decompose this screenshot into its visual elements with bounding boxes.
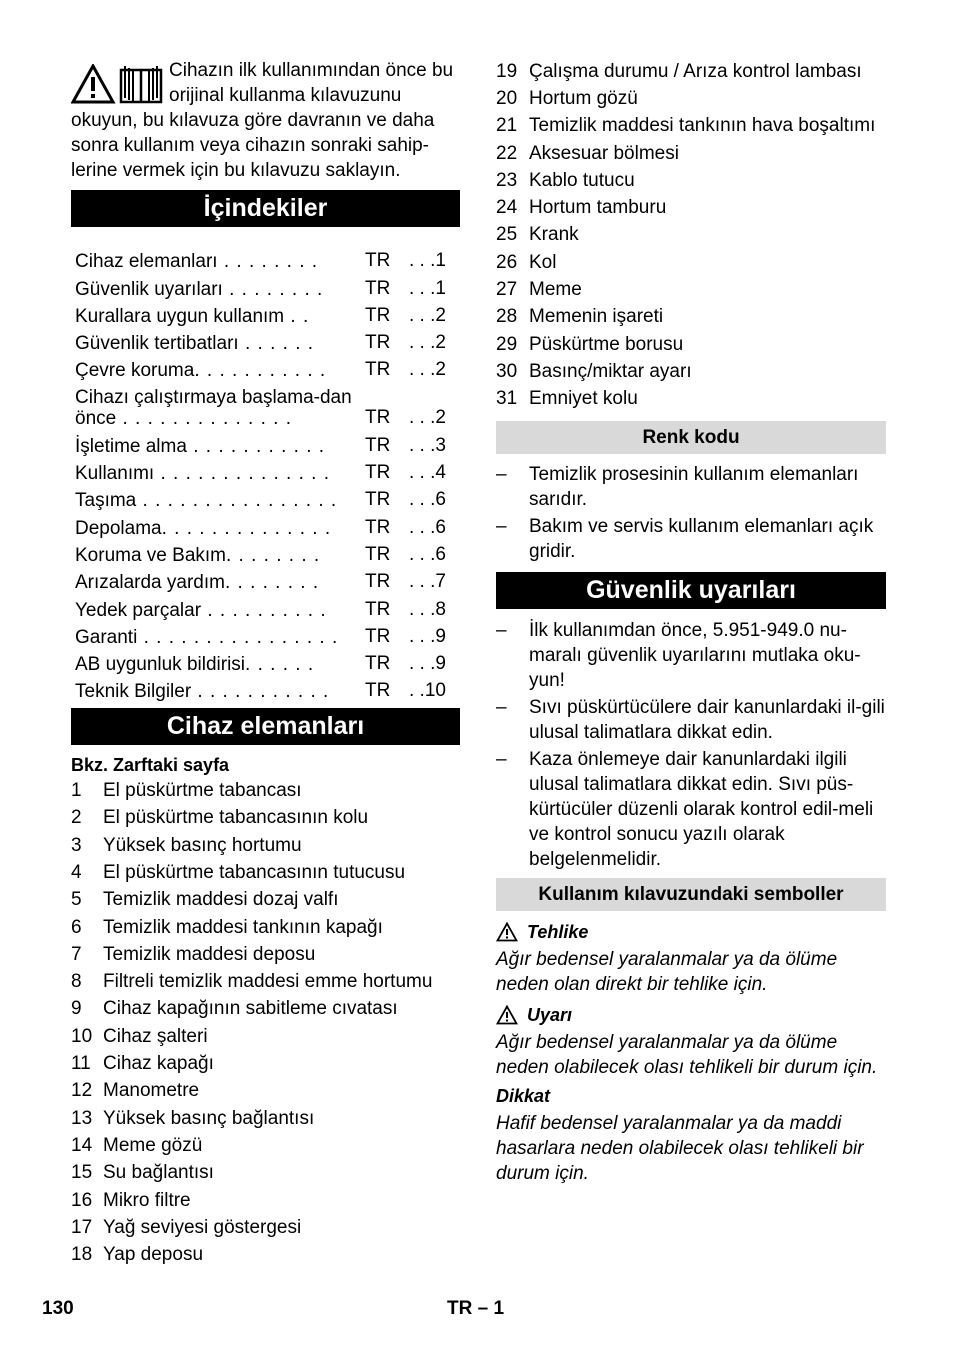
toc-page: . . .9 <box>409 625 446 647</box>
toc-dots: . . . . . . <box>245 654 315 676</box>
caution-text: Hafif bedensel yaralanmalar ya da maddi hasarlara neden olabilecek olası tehlikeli bir durum için. <box>496 1112 864 1184</box>
toc-dots: . . . . . . . . . . . . . . . . <box>137 626 339 648</box>
danger-title <box>496 919 886 945</box>
item-label: Emniyet kolu <box>529 388 638 410</box>
list-item <box>71 969 460 996</box>
toc-title-text: Güvenlik tertibatları <box>75 333 239 355</box>
toc-row <box>75 381 460 429</box>
elements-list-right <box>496 58 886 413</box>
toc-title <box>75 306 365 327</box>
toc-lang: TR <box>365 277 391 299</box>
item-label: Cihaz kapağı <box>103 1053 214 1075</box>
list-item <box>71 1187 460 1214</box>
toc-title <box>75 333 365 354</box>
toc-title-text: Arızalarda yardım <box>75 572 225 594</box>
list-item <box>71 859 460 886</box>
item-label: Basınç/miktar ayarı <box>529 360 692 382</box>
warning-title <box>496 1002 886 1028</box>
item-label: Cihaz şalteri <box>103 1025 208 1047</box>
toc-title-text: Depolama <box>75 517 162 539</box>
list-item <box>496 113 886 140</box>
toc-row <box>75 327 460 354</box>
toc-page: . . .2 <box>409 304 446 326</box>
list-item <box>496 358 886 385</box>
toc-dots: . . . . . . . . . . . . . . <box>116 408 293 430</box>
toc-page: . . .6 <box>409 489 446 511</box>
right-column <box>496 58 886 1186</box>
list-item <box>496 249 886 276</box>
list-item <box>71 832 460 859</box>
toc-dots: . . . . . . <box>238 333 315 355</box>
item-label: Temizlik maddesi deposu <box>103 943 316 965</box>
dash-bullet: – <box>496 463 507 485</box>
toc-lang: TR <box>365 516 391 538</box>
toc-lang: TR <box>365 304 391 326</box>
elements-heading: Cihaz elemanları <box>71 708 460 745</box>
toc-dots: . . . . . . . . . . . . . . . . <box>136 490 338 512</box>
item-number: 11 <box>71 1053 91 1075</box>
list-item <box>496 695 886 745</box>
toc-page: . . .1 <box>409 250 446 272</box>
toc-lang: TR <box>365 625 391 647</box>
item-text: Kaza önlemeye dair kanunlardaki ilgili ulusal talimatlara dikkat edin. Sıvı püs-kürtücüler düzenli olarak kontrol edil-meli ve kontrol sonucu yazılı olarak belgelenmelidir. <box>529 748 874 870</box>
item-number: 22 <box>496 142 518 164</box>
list-item <box>496 85 886 112</box>
list-item <box>496 304 886 331</box>
toc-title-text: Yedek parçalar <box>75 599 202 621</box>
item-label: Hortum gözü <box>529 87 638 109</box>
toc-title-text: Güvenlik uyarıları <box>75 278 223 300</box>
toc-row <box>75 539 460 566</box>
table-of-contents <box>75 245 460 702</box>
warning-manual-icon <box>71 64 165 108</box>
item-label: Yüksek basınç bağlantısı <box>103 1107 315 1129</box>
toc-page: . .10 <box>409 680 446 702</box>
elements-subheading: Bkz. Zarftaki sayfa <box>71 755 230 776</box>
item-label: Su bağlantısı <box>103 1162 214 1184</box>
toc-title <box>75 654 365 675</box>
toc-heading: İçindekiler <box>71 190 460 227</box>
toc-title <box>75 627 365 648</box>
item-number: 16 <box>71 1189 93 1211</box>
item-label: Filtreli temizlik maddesi emme hortumu <box>103 971 433 993</box>
list-item <box>71 1132 460 1159</box>
toc-row <box>75 593 460 620</box>
item-number: 5 <box>71 889 82 911</box>
item-text: İlk kullanımdan önce, 5.951-949.0 nu-maralı güvenlik uyarılarını mutlaka oku-yun! <box>529 619 861 691</box>
safety-heading: Güvenlik uyarıları <box>496 572 886 609</box>
item-label: Temizlik maddesi tankının kapağı <box>103 916 383 938</box>
item-number: 10 <box>71 1025 93 1047</box>
item-number: 8 <box>71 971 82 993</box>
toc-lang: TR <box>365 250 391 272</box>
toc-page: . . .2 <box>409 407 446 429</box>
list-item <box>71 777 460 804</box>
warning-triangle-icon <box>496 1005 518 1025</box>
toc-dots: . . . . . . . . . . . . . . <box>154 463 331 485</box>
list-item <box>71 1214 460 1241</box>
toc-title-text: Cihaz elemanları <box>75 251 218 273</box>
toc-row <box>75 272 460 299</box>
warning-triangle-icon <box>496 922 518 942</box>
list-item <box>496 386 886 413</box>
item-label: Cihaz kapağının sabitleme cıvatası <box>103 998 398 1020</box>
left-column <box>71 58 460 1269</box>
list-item <box>496 276 886 303</box>
toc-dots: . . . . . . . . <box>224 572 320 594</box>
toc-row <box>75 511 460 538</box>
toc-row <box>75 484 460 511</box>
item-number: 2 <box>71 807 82 829</box>
item-number: 19 <box>496 60 518 82</box>
toc-lang: TR <box>365 359 391 381</box>
toc-page: . . .1 <box>409 277 446 299</box>
toc-title <box>75 490 365 511</box>
list-item <box>71 1160 460 1187</box>
item-label: El püskürtme tabancasının tutucusu <box>103 861 406 883</box>
symbols-block <box>496 919 886 1186</box>
item-number: 17 <box>71 1216 93 1238</box>
item-number: 24 <box>496 197 518 219</box>
dash-bullet: – <box>496 619 507 641</box>
item-number: 3 <box>71 834 82 856</box>
toc-row <box>75 245 460 272</box>
item-label: Temizlik maddesi tankının hava boşaltımı <box>529 115 876 137</box>
item-number: 7 <box>71 943 82 965</box>
toc-dots: . . . . . . . . . . . <box>194 360 327 382</box>
toc-page: . . .2 <box>409 332 446 354</box>
toc-title-text: Çevre koruma <box>75 360 195 382</box>
list-item <box>496 618 886 693</box>
toc-title <box>75 545 365 566</box>
list-item <box>71 941 460 968</box>
item-number: 1 <box>71 780 82 802</box>
dash-bullet: – <box>496 748 507 770</box>
toc-title-text: Kullanımı <box>75 463 155 485</box>
item-number: 23 <box>496 169 518 191</box>
toc-row <box>75 566 460 593</box>
toc-dots: . . <box>284 305 310 327</box>
toc-lang: TR <box>365 653 391 675</box>
item-label: Manometre <box>103 1080 200 1102</box>
item-number: 6 <box>71 916 82 938</box>
item-text: Temizlik prosesinin kullanım elemanları sarıdır. <box>529 463 859 510</box>
item-number: 12 <box>71 1080 93 1102</box>
toc-row <box>75 429 460 456</box>
item-label: El püskürtme tabancasının kolu <box>103 807 369 829</box>
toc-page: . . .2 <box>409 359 446 381</box>
item-text: Sıvı püskürtücülere dair kanunlardaki il-gili ulusal talimatlara dikkat edin. <box>529 696 885 743</box>
item-number: 28 <box>496 306 518 328</box>
toc-page: . . .3 <box>409 434 446 456</box>
toc-page: . . .9 <box>409 653 446 675</box>
list-item <box>71 1078 460 1105</box>
item-number: 20 <box>496 87 518 109</box>
item-label: El püskürtme tabancası <box>103 780 302 802</box>
toc-page: . . .6 <box>409 516 446 538</box>
toc-title <box>75 251 365 272</box>
list-item <box>496 747 886 872</box>
item-number: 25 <box>496 224 518 246</box>
list-item <box>496 58 886 85</box>
list-item <box>496 331 886 358</box>
list-item <box>71 1242 460 1269</box>
item-label: Yüksek basınç hortumu <box>103 834 302 856</box>
toc-title-text: İşletime alma <box>75 435 187 457</box>
toc-title-text: Teknik Bilgiler <box>75 681 192 703</box>
item-number: 26 <box>496 251 518 273</box>
item-number: 30 <box>496 360 518 382</box>
footer-lang-page: TR – 1 <box>447 1298 505 1319</box>
item-label: Yağ seviyesi göstergesi <box>103 1216 302 1238</box>
elements-list-left <box>71 777 460 1268</box>
toc-title-text: Garanti <box>75 626 138 648</box>
toc-dots: . . . . . . . . . . . . . . <box>161 517 332 539</box>
warning-title-label: Uyarı <box>527 1004 573 1025</box>
dash-bullet: – <box>496 515 507 537</box>
item-label: Mikro filtre <box>103 1189 191 1211</box>
toc-title-text: AB uygunluk bildirisi <box>75 654 246 676</box>
item-number: 18 <box>71 1244 93 1266</box>
toc-title <box>75 572 365 593</box>
toc-dots: . . . . . . . . <box>217 251 319 273</box>
item-number: 31 <box>496 388 518 410</box>
toc-title-text: Cihazı çalıştırmaya başlama-dan önce <box>75 387 352 430</box>
item-label: Krank <box>529 224 579 246</box>
dash-bullet: – <box>496 696 507 718</box>
item-label: Kol <box>529 251 557 273</box>
list-item <box>71 1050 460 1077</box>
list-item <box>71 805 460 832</box>
list-item <box>496 167 886 194</box>
toc-title <box>75 518 365 539</box>
toc-title <box>75 279 365 300</box>
toc-lang: TR <box>365 571 391 593</box>
item-label: Çalışma durumu / Arıza kontrol lambası <box>529 60 862 82</box>
list-item <box>71 1105 460 1132</box>
toc-dots: . . . . . . . . . . <box>201 599 327 621</box>
toc-row <box>75 300 460 327</box>
item-number: 14 <box>71 1134 93 1156</box>
toc-dots: . . . . . . . . <box>226 544 321 566</box>
item-label: Püskürtme borusu <box>529 333 684 355</box>
toc-lang: TR <box>365 598 391 620</box>
danger-text: Ağır bedensel yaralanmalar ya da ölüme neden olan direkt bir tehlike için. <box>496 948 838 995</box>
toc-title <box>75 436 365 457</box>
toc-row <box>75 675 460 702</box>
toc-lang: TR <box>365 543 391 565</box>
item-label: Aksesuar bölmesi <box>529 142 679 164</box>
list-item <box>71 914 460 941</box>
intro-text: Cihazın ilk kullanımından önce bu orijinal kullanma kılavuzunu okuyun, bu kılavuza göre davranın ve daha sonra kullanım veya cihazın sonraki sahip-lerine vermek için bu kılavuzu saklayın. <box>71 60 454 181</box>
symbols-heading: Kullanım kılavuzundaki semboller <box>496 878 886 911</box>
toc-lang: TR <box>365 434 391 456</box>
toc-dots: . . . . . . . . . . . <box>186 435 326 457</box>
toc-title <box>75 360 365 381</box>
toc-title <box>75 681 365 702</box>
item-label: Memenin işareti <box>529 306 664 328</box>
item-label: Meme <box>529 279 582 301</box>
toc-page: . . .4 <box>409 462 446 484</box>
list-item <box>496 222 886 249</box>
item-number: 21 <box>496 115 518 137</box>
toc-title-text: Kurallara uygun kullanım <box>75 305 285 327</box>
toc-row <box>75 457 460 484</box>
item-label: Meme gözü <box>103 1134 203 1156</box>
item-number: 29 <box>496 333 518 355</box>
list-item <box>496 140 886 167</box>
toc-lang: TR <box>365 407 391 429</box>
toc-lang: TR <box>365 332 391 354</box>
list-item <box>71 1023 460 1050</box>
list-item <box>71 996 460 1023</box>
toc-title <box>75 387 365 429</box>
warning-text: Ağır bedensel yaralanmalar ya da ölüme neden olabilecek olası tehlikeli bir durum için. <box>496 1031 878 1078</box>
item-text: Bakım ve servis kullanım elemanları açık gridir. <box>529 515 874 562</box>
toc-lang: TR <box>365 680 391 702</box>
safety-list <box>496 618 886 872</box>
list-item <box>496 514 886 564</box>
list-item <box>71 887 460 914</box>
toc-page: . . .6 <box>409 543 446 565</box>
caution-title: Dikkat <box>496 1085 551 1106</box>
item-label: Temizlik maddesi dozaj valfı <box>103 889 339 911</box>
item-number: 4 <box>71 861 82 883</box>
page-number: 130 <box>42 1298 74 1319</box>
color-code-list <box>496 462 886 564</box>
item-number: 27 <box>496 279 518 301</box>
item-label: Kablo tutucu <box>529 169 635 191</box>
color-code-heading: Renk kodu <box>496 421 886 454</box>
danger-title-label: Tehlike <box>527 921 589 942</box>
item-label: Hortum tamburu <box>529 197 667 219</box>
toc-dots: . . . . . . . . <box>222 278 324 300</box>
intro-block <box>71 58 460 183</box>
item-number: 9 <box>71 998 82 1020</box>
toc-row <box>75 621 460 648</box>
toc-row <box>75 354 460 381</box>
toc-row <box>75 648 460 675</box>
list-item <box>496 194 886 221</box>
item-number: 13 <box>71 1107 93 1129</box>
toc-dots: . . . . . . . . . . . <box>191 681 330 703</box>
toc-lang: TR <box>365 462 391 484</box>
item-label: Yap deposu <box>103 1244 204 1266</box>
toc-page: . . .7 <box>409 571 446 593</box>
item-number: 15 <box>71 1162 93 1184</box>
list-item <box>496 462 886 512</box>
toc-title <box>75 463 365 484</box>
toc-lang: TR <box>365 489 391 511</box>
toc-title <box>75 600 365 621</box>
toc-title-text: Taşıma <box>75 490 137 512</box>
toc-title-text: Koruma ve Bakım <box>75 544 226 566</box>
toc-page: . . .8 <box>409 598 446 620</box>
